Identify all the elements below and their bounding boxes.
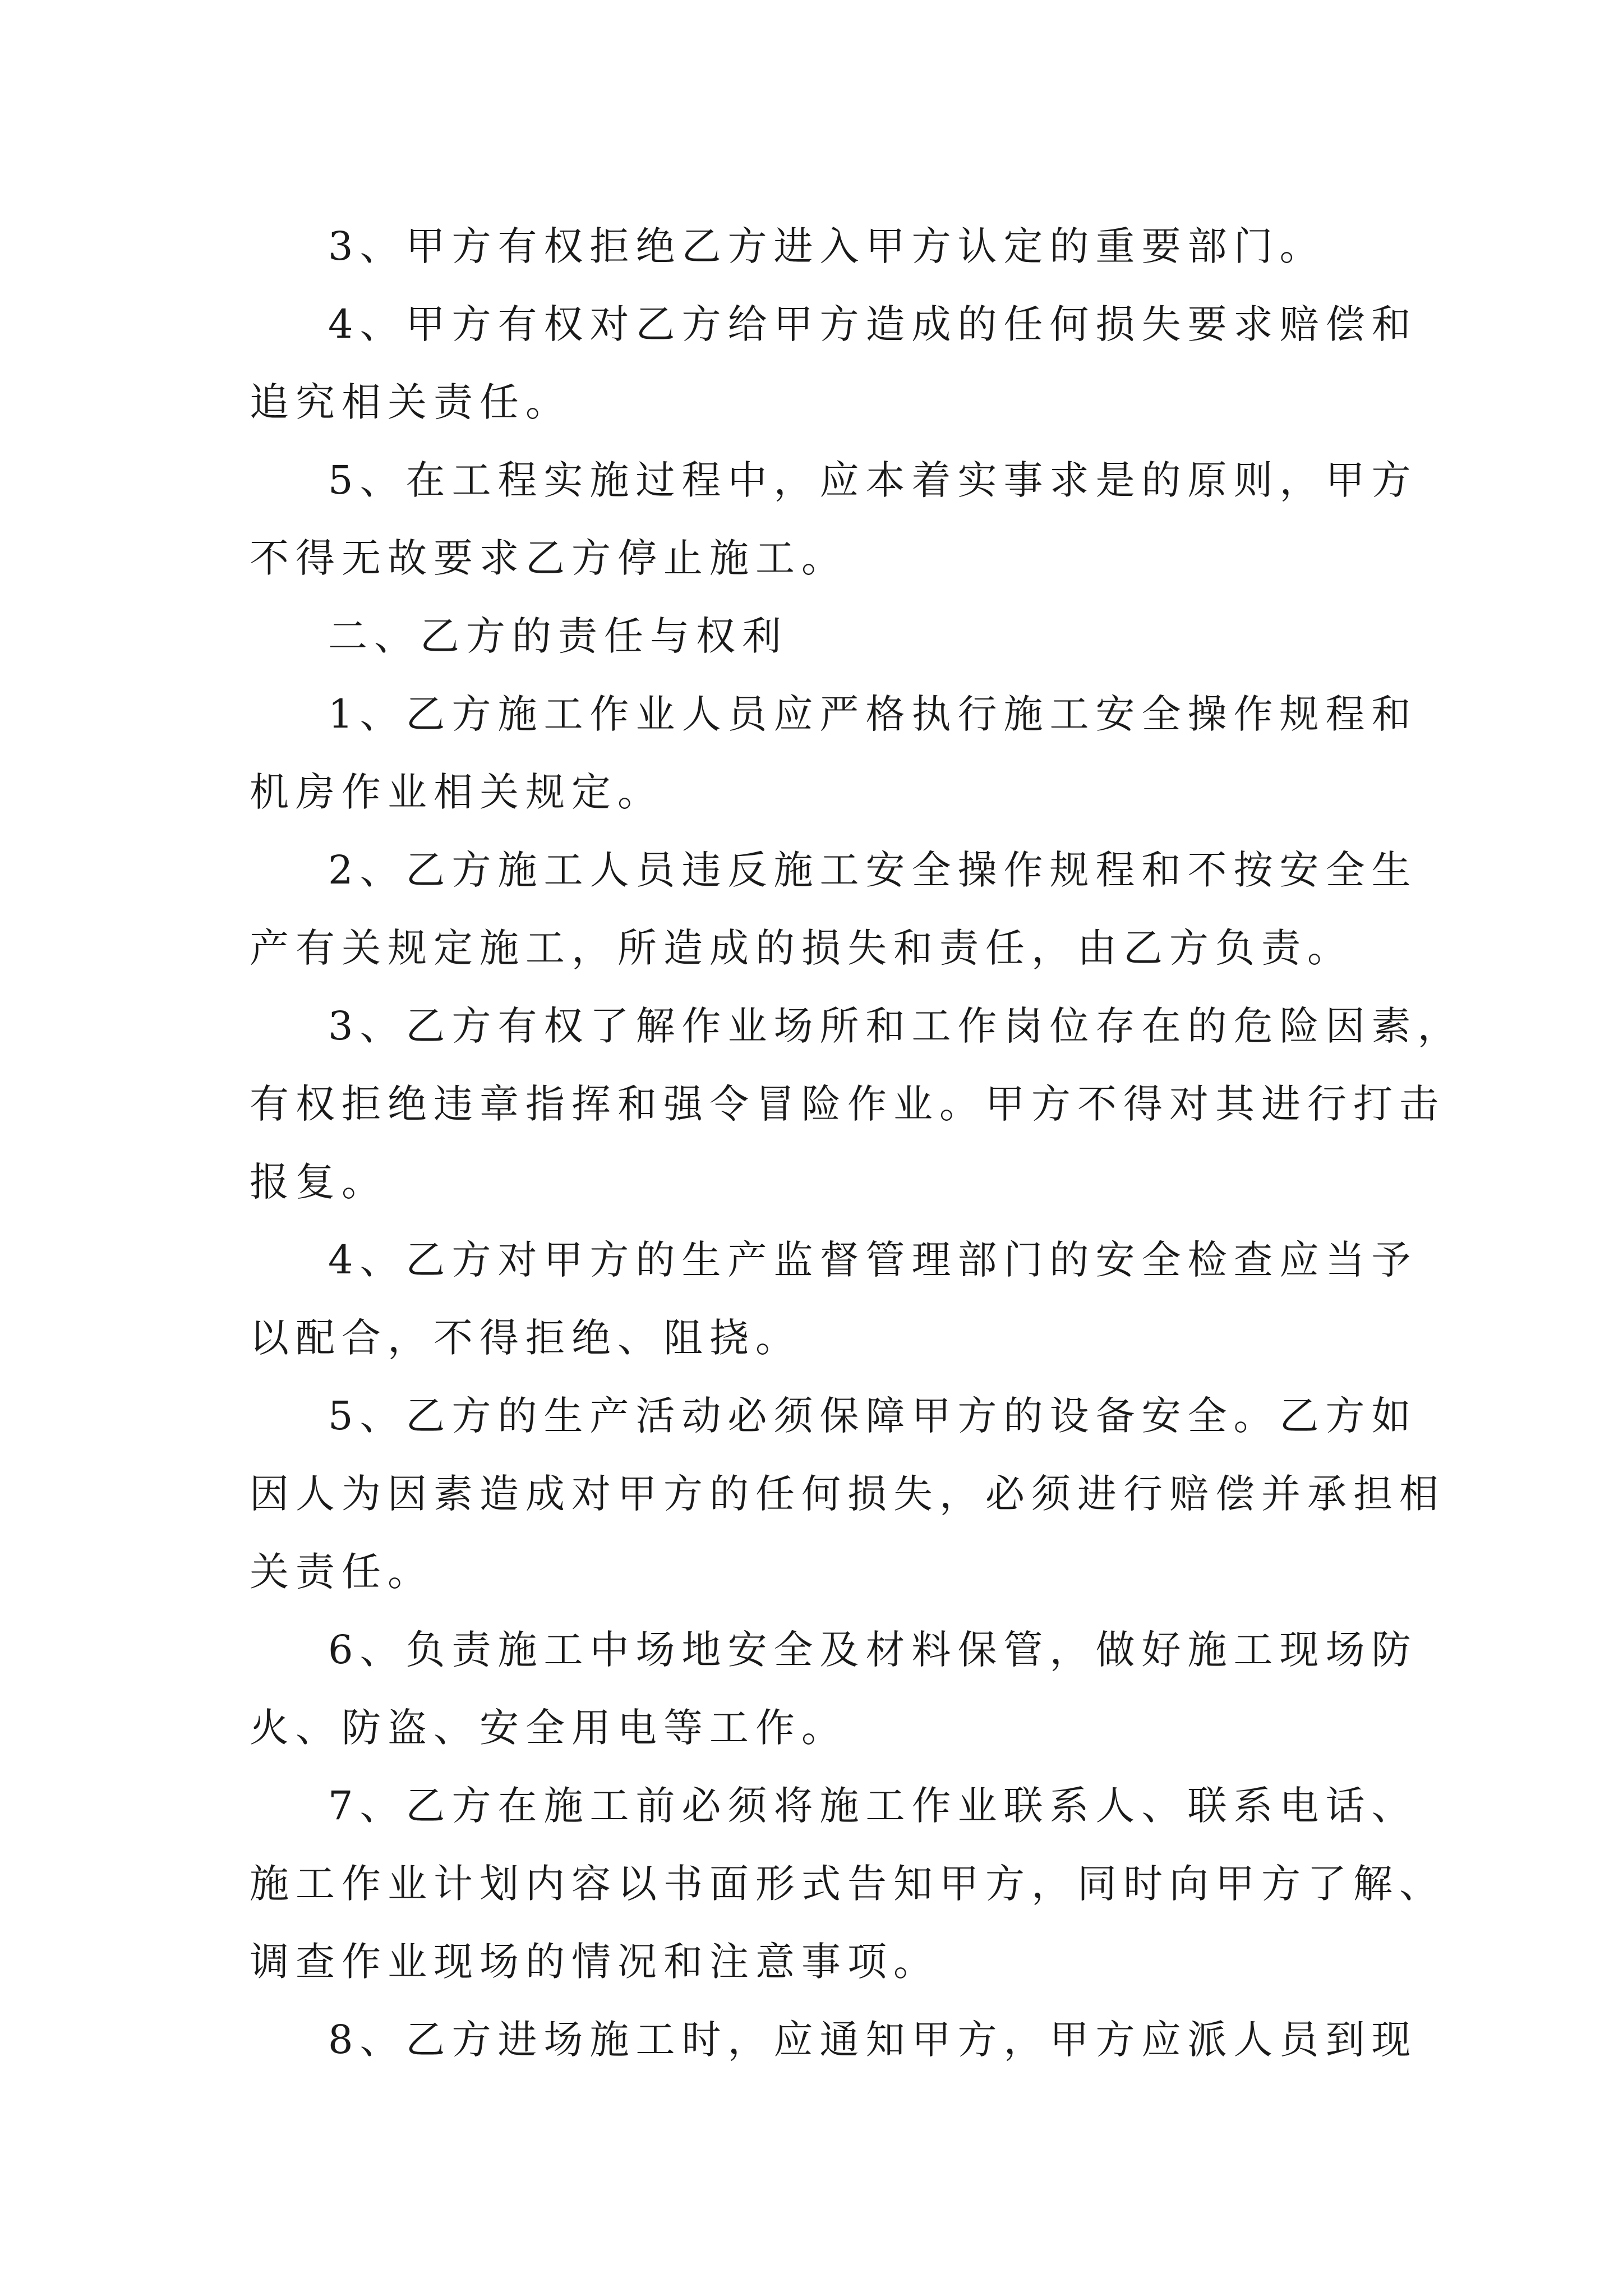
paragraph-party-b-3 <box>250 987 1464 1221</box>
paragraph-party-b-5 <box>250 1377 1445 1611</box>
text-line: 4、乙方对甲方的生产监督管理部门的安全检查应当予 <box>328 1237 1418 1283</box>
text-line: 8、乙方进场施工时，应通知甲方，甲方应派人员到现 <box>328 2017 1418 2063</box>
text-line: 关责任。 <box>250 1549 434 1595</box>
text-line: 报复。 <box>250 1159 388 1205</box>
text-line: 5、乙方的生产活动必须保障甲方的设备安全。乙方如 <box>328 1393 1418 1439</box>
document-body <box>250 208 1464 2079</box>
text-line: 3、乙方有权了解作业场所和工作岗位存在的危险因素， <box>328 1003 1464 1049</box>
paragraph-party-a-5 <box>250 441 1418 597</box>
text-line: 施工作业计划内容以书面形式告知甲方，同时向甲方了解、 <box>250 1861 1445 1907</box>
paragraph-party-b-8 <box>250 2001 1418 2079</box>
text-line: 不得无故要求乙方停止施工。 <box>250 535 847 581</box>
paragraph-party-b-1 <box>250 675 1418 831</box>
paragraph-party-a-4 <box>250 286 1418 441</box>
text-line: 火、防盗、安全用电等工作。 <box>250 1705 847 1751</box>
text-line: 2、乙方施工人员违反施工安全操作规程和不按安全生 <box>328 847 1418 893</box>
paragraph-party-b-2 <box>250 831 1418 987</box>
text-line: 1、乙方施工作业人员应严格执行施工安全操作规程和 <box>328 691 1418 737</box>
paragraph-party-b-4 <box>250 1221 1418 1377</box>
text-line: 以配合，不得拒绝、阻挠。 <box>250 1315 801 1361</box>
text-line: 4、甲方有权对乙方给甲方造成的任何损失要求赔偿和 <box>328 301 1418 347</box>
text-line: 5、在工程实施过程中，应本着实事求是的原则，甲方 <box>328 457 1418 503</box>
paragraph-party-b-6 <box>250 1611 1418 1767</box>
text-line: 追究相关责任。 <box>250 379 571 425</box>
text-line: 6、负责施工中场地安全及材料保管，做好施工现场防 <box>328 1627 1418 1673</box>
section-heading-party-b <box>250 597 1377 675</box>
section-heading: 二、乙方的责任与权利 <box>328 613 788 659</box>
text-line: 有权拒绝违章指挥和强令冒险作业。甲方不得对其进行打击 <box>250 1081 1445 1127</box>
paragraph-party-b-7 <box>250 1767 1445 2001</box>
text-line: 产有关规定施工，所造成的损失和责任，由乙方负责。 <box>250 925 1353 971</box>
paragraph-party-a-3 <box>250 208 1377 286</box>
text-line: 7、乙方在施工前必须将施工作业联系人、联系电话、 <box>328 1783 1418 1829</box>
text-line: 机房作业相关规定。 <box>250 769 663 815</box>
text-line: 调查作业现场的情况和注意事项。 <box>250 1939 939 1985</box>
text-line: 3、甲方有权拒绝乙方进入甲方认定的重要部门。 <box>328 223 1326 269</box>
text-line: 因人为因素造成对甲方的任何损失，必须进行赔偿并承担相 <box>250 1471 1445 1517</box>
